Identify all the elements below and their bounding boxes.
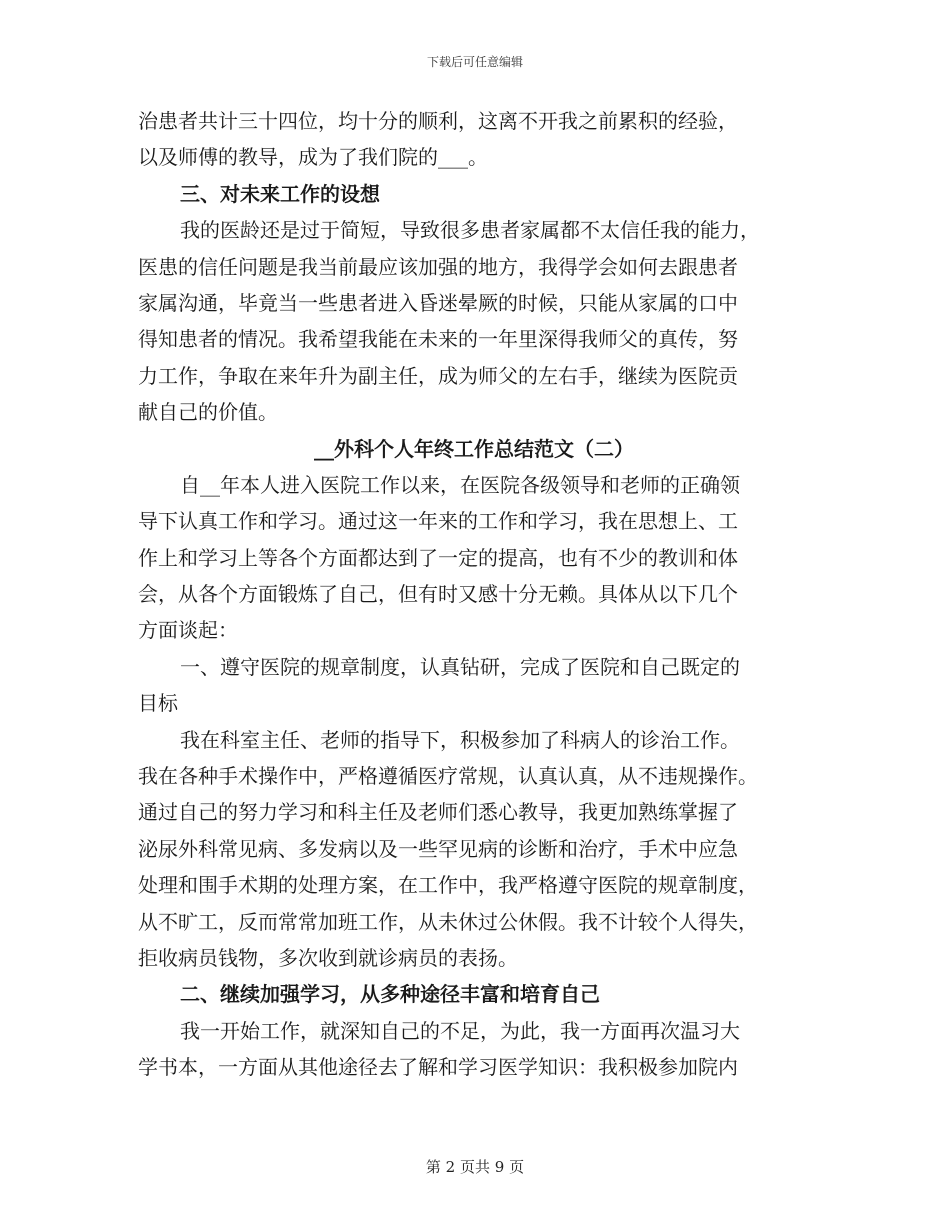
text-line: 一、遵守医院的规章制度，认真钻研，完成了医院和自己既定的 <box>180 654 740 679</box>
text-line: 我在各种手术操作中，严格遵循医疗常规，认真认真，从不违规操作。 <box>138 764 758 789</box>
text-line: 得知患者的情况。我希望我能在未来的一年里深得我师父的真传，努 <box>138 327 738 352</box>
page-footer: 第 2 页共 9 页 <box>425 1158 525 1176</box>
text-line: 以及师傅的教导，成为了我们院的___。 <box>138 145 488 170</box>
section-heading: 二、继续加强学习，从多种途径丰富和培育自己 <box>180 982 600 1007</box>
text-line: 会，从各个方面锻炼了自己，但有时又感十分无赖。具体从以下几个 <box>138 582 738 607</box>
text-line: 方面谈起： <box>138 618 238 643</box>
text-line: 治患者共计三十四位，均十分的顺利，这离不开我之前累积的经验， <box>138 109 738 133</box>
text-line: 处理和围手术期的处理方案，在工作中，我严格遵守医院的规章制度， <box>138 873 758 898</box>
page-header: 下载后可任意编辑 <box>426 55 523 69</box>
section-heading: 三、对未来工作的设想 <box>180 181 380 206</box>
document-body <box>138 103 810 1086</box>
text-line: 家属沟通，毕竟当一些患者进入昏迷晕厥的时候，只能从家属的口中 <box>138 290 738 315</box>
text-line: 我的医龄还是过于简短，导致很多患者家属都不太信任我的能力， <box>180 218 760 243</box>
text-line: 我一开始工作，就深知自己的不足，为此，我一方面再次温习大 <box>180 1018 740 1043</box>
text-line: 我在科室主任、老师的指导下，积极参加了科病人的诊治工作。 <box>180 727 740 752</box>
text-line: 学书本，一方面从其他途径去了解和学习医学知识：我积极参加院内 <box>138 1055 738 1080</box>
text-line: 导下认真工作和学习。通过这一年来的工作和学习，我在思想上、工 <box>138 509 738 534</box>
text-line: 泌尿外科常见病、多发病以及一些罕见病的诊断和治疗，手术中应急 <box>138 836 738 861</box>
text-line: 力工作，争取在来年升为副主任，成为师父的左右手，继续为医院贡 <box>138 363 738 388</box>
section-heading: __外科个人年终工作总结范文（二） <box>314 436 634 461</box>
text-line: 医患的信任问题是我当前最应该加强的地方，我得学会如何去跟患者 <box>138 254 738 279</box>
text-line: 自__年本人进入医院工作以来，在医院各级领导和老师的正确领 <box>180 472 740 497</box>
text-line: 作上和学习上等各个方面都达到了一定的提高，也有不少的教训和体 <box>138 545 738 570</box>
text-line: 献自己的价值。 <box>138 400 278 425</box>
text-line: 通过自己的努力学习和科主任及老师们悉心教导，我更加熟练掌握了 <box>138 800 738 825</box>
text-line: 从不旷工，反而常常加班工作，从未休过公休假。我不计较个人得失， <box>138 909 758 934</box>
text-line: 目标 <box>138 691 178 716</box>
text-line: 拒收病员钱物，多次收到就诊病员的表扬。 <box>138 945 518 970</box>
